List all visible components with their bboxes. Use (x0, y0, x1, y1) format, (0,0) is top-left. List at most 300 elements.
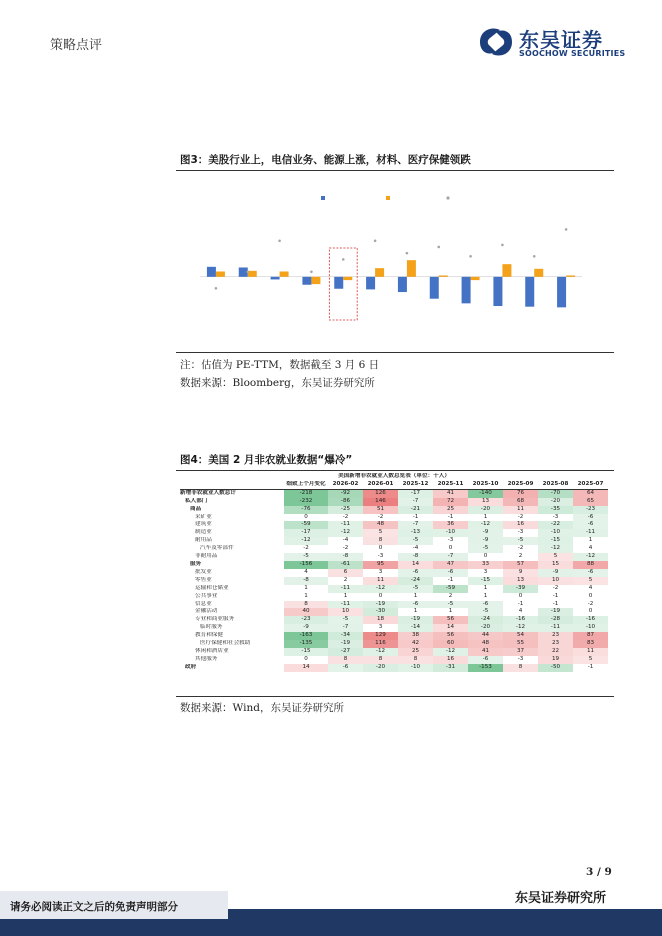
table-cell: 42 (398, 640, 433, 648)
table-cell: 41 (468, 648, 503, 656)
table-cell: -9 (468, 529, 503, 537)
table-cell: -10 (573, 624, 608, 632)
table-cell: 8 (398, 656, 433, 664)
table-cell: -153 (468, 664, 503, 672)
table-row (180, 632, 608, 640)
table-row (180, 537, 608, 545)
table-cell: -140 (468, 489, 503, 497)
table-cell: 0 (304, 513, 308, 520)
table-cell: -5 (398, 585, 433, 593)
table-cell: 23 (538, 632, 573, 640)
table-row (180, 585, 608, 593)
figure4-top-rule (176, 470, 614, 471)
table-cell: -1 (552, 600, 559, 607)
table-cell: -23 (573, 506, 608, 514)
valuation-point (342, 258, 345, 261)
table-cell: -92 (328, 489, 363, 497)
row-label: 私人部门 (185, 497, 208, 504)
figure3-note: 注：估值为 PE-TTM，数据截至 3 月 6 日 (180, 359, 380, 371)
table-cell: -15 (468, 577, 503, 585)
table-cell: -10 (398, 664, 433, 672)
table-cell: -6 (468, 601, 503, 609)
column-header: 2025-07 (577, 480, 604, 487)
table-cell: -5 (468, 608, 503, 616)
bar-last-week (375, 268, 384, 277)
table-cell: -34 (328, 632, 363, 640)
table-cell: 1 (483, 592, 488, 599)
table-cell: 0 (588, 608, 593, 615)
table-cell: -5 (398, 537, 433, 545)
table-cell: 95 (363, 561, 398, 569)
table-cell: -6 (398, 569, 433, 577)
sector-return-chart (176, 172, 614, 350)
table-cell: -5 (433, 601, 468, 609)
table-cell: -20 (538, 498, 573, 506)
valuation-point (246, 270, 249, 273)
table-cell: -22 (538, 521, 573, 529)
table-cell: 10 (328, 608, 363, 616)
table-cell: -12 (503, 624, 538, 632)
table-cell: -6 (573, 569, 608, 577)
table-cell: 3 (483, 568, 488, 575)
table-cell: -12 (363, 648, 398, 656)
table-cell: -5 (468, 545, 503, 553)
table-cell: 5 (573, 577, 608, 585)
table-cell: -17 (284, 529, 328, 537)
bar-this-week (398, 277, 407, 292)
table-row (180, 640, 608, 648)
table-cell: -156 (284, 561, 328, 569)
table-cell: -2 (517, 513, 524, 520)
table-cell: 13 (503, 577, 538, 585)
bar-last-week (471, 277, 480, 280)
row-label: 批发业 (195, 568, 212, 575)
table-cell: -3 (447, 537, 454, 544)
table-cell: 0 (304, 655, 308, 662)
table-cell: -3 (552, 513, 559, 520)
column-header: 细致上个月变化 (286, 480, 326, 487)
bar-this-week (525, 277, 534, 307)
table-cell: -2 (587, 600, 594, 607)
table-cell: -11 (573, 529, 608, 537)
table-cell: 2 (343, 576, 348, 583)
table-cell: -8 (398, 553, 433, 561)
table-cell: 36 (433, 521, 468, 529)
row-label: 汽车及零部件 (200, 545, 234, 552)
row-label: 建筑业 (195, 521, 212, 528)
table-cell: -39 (503, 585, 538, 593)
row-label: 公共事业 (195, 592, 218, 599)
table-cell: 1 (483, 513, 488, 520)
table-cell: -2 (377, 513, 384, 520)
table-cell: 47 (433, 561, 468, 569)
table-cell: -28 (538, 616, 573, 624)
table-cell: -20 (468, 624, 503, 632)
bar-last-week (502, 264, 511, 277)
row-label: 新增非农就业人数总计 (180, 489, 236, 496)
table-cell: -9 (284, 624, 328, 632)
table-cell: 3 (378, 568, 383, 575)
row-label: 休闲和酒店业 (195, 647, 229, 654)
table-cell: 10 (538, 577, 573, 585)
table-cell: -11 (328, 601, 363, 609)
table-cell: 6 (328, 569, 363, 577)
bar-last-week (280, 271, 289, 276)
table-cell: 1 (448, 608, 453, 615)
table-cell: -19 (538, 608, 573, 616)
table-cell: 5 (538, 553, 573, 561)
column-header: 2025-09 (507, 480, 534, 487)
bar-this-week (430, 277, 439, 299)
table-cell: -7 (398, 521, 433, 529)
table-cell: -6 (328, 664, 363, 672)
table-cell: 0 (378, 545, 383, 552)
table-cell: 19 (538, 656, 573, 664)
table-cell: -7 (433, 553, 468, 561)
table-caption: 美国新增非农就业人数总览表（单位：千人） (338, 473, 450, 479)
table-cell: -70 (538, 489, 573, 497)
row-label: 服务 (190, 560, 202, 567)
footer-disclaimer: 请务必阅读正文之后的免责声明部分 (10, 901, 178, 913)
bar-this-week (334, 277, 343, 289)
table-cell: 1 (413, 608, 418, 615)
table-cell: 38 (398, 632, 433, 640)
table-cell: 0 (483, 553, 488, 560)
valuation-point (278, 239, 281, 242)
table-cell: 33 (468, 561, 503, 569)
row-label: 临时服务 (200, 624, 223, 631)
table-cell: 56 (433, 616, 468, 624)
table-cell: 2 (518, 553, 523, 560)
bar-this-week (462, 277, 471, 304)
table-cell: -15 (284, 648, 328, 656)
table-cell: -16 (503, 616, 538, 624)
table-cell: -5 (503, 537, 538, 545)
table-cell: 72 (433, 498, 468, 506)
bar-this-week (207, 267, 216, 277)
table-row (180, 648, 608, 656)
table-cell: -24 (398, 577, 433, 585)
table-row (180, 569, 608, 577)
table-cell: 1 (343, 592, 348, 599)
table-row (180, 593, 608, 601)
table-cell: -12 (284, 537, 328, 545)
table-cell: -86 (328, 498, 363, 506)
table-cell: -59 (433, 585, 468, 593)
table-cell: 25 (398, 648, 433, 656)
table-cell: 14 (284, 664, 328, 672)
table-cell: -12 (433, 648, 468, 656)
table-cell: 0 (378, 592, 383, 599)
table-cell: -19 (328, 640, 363, 648)
table-cell: -135 (284, 640, 328, 648)
bar-this-week (239, 267, 248, 276)
table-cell: -30 (363, 608, 398, 616)
table-cell: 1 (483, 584, 488, 591)
table-cell: -232 (284, 498, 328, 506)
legend-swatch (446, 196, 449, 199)
table-cell: -1 (412, 513, 419, 520)
table-cell: 37 (503, 648, 538, 656)
row-label: 其他服务 (195, 655, 218, 662)
valuation-point (406, 252, 409, 255)
nonfarm-payroll-table (180, 473, 608, 672)
row-label: 金融活动 (195, 608, 218, 615)
figure3-top-rule (176, 170, 614, 171)
table-cell: 1 (304, 592, 308, 599)
valuation-point (215, 287, 218, 290)
bar-last-week (343, 277, 352, 280)
table-cell: 40 (284, 608, 328, 616)
table-cell: 9 (503, 569, 538, 577)
table-cell: 11 (363, 577, 398, 585)
table-cell: 8 (284, 601, 328, 609)
table-cell: 25 (433, 506, 468, 514)
table-cell: 11 (503, 506, 538, 514)
table-cell: -6 (433, 569, 468, 577)
table-cell: -4 (412, 545, 419, 552)
table-cell: 48 (468, 640, 503, 648)
table-cell: -9 (538, 569, 573, 577)
table-row (180, 529, 608, 537)
table-cell: -12 (573, 553, 608, 561)
table-row (180, 553, 608, 561)
table-cell: -8 (328, 553, 363, 561)
row-label: 耐用品 (195, 537, 212, 544)
table-cell: 18 (363, 616, 398, 624)
table-cell: 8 (363, 656, 398, 664)
table-cell: 64 (573, 489, 608, 497)
table-cell: -14 (398, 624, 433, 632)
row-label: 制造业 (195, 529, 212, 536)
table-row (180, 521, 608, 529)
table-row (180, 577, 608, 585)
table-cell: 51 (363, 506, 398, 514)
table-cell: -6 (468, 656, 503, 664)
table-cell: 8 (503, 664, 538, 672)
table-cell: 57 (503, 561, 538, 569)
legend-swatch (321, 196, 325, 200)
table-row (180, 664, 608, 672)
table-cell: 11 (573, 648, 608, 656)
table-cell: 54 (503, 632, 538, 640)
table-cell: -2 (303, 545, 309, 552)
row-label: 信息业 (195, 600, 212, 607)
table-cell: 13 (468, 498, 503, 506)
table-row (180, 561, 608, 569)
table-row (180, 545, 608, 553)
table-cell: -25 (328, 506, 363, 514)
table-row (180, 601, 608, 609)
table-cell: -3 (517, 655, 524, 662)
firm-name-cn: 东吴证券 (519, 28, 603, 52)
figure4-title: 图4：美国 2 月非农就业数据“爆冷” (180, 454, 353, 466)
table-row (180, 506, 608, 514)
table-cell: 55 (503, 640, 538, 648)
table-cell: 4 (518, 608, 523, 615)
table-cell: -19 (363, 601, 398, 609)
table-cell: 8 (363, 537, 398, 545)
table-cell: -35 (538, 506, 573, 514)
table-cell: -8 (284, 577, 328, 585)
row-label: 非耐用品 (195, 553, 218, 560)
table-cell: -24 (468, 616, 503, 624)
table-cell: 88 (573, 561, 608, 569)
firm-name-en: SOOCHOW SECURITIES (519, 49, 626, 58)
bar-this-week (366, 277, 375, 290)
table-row (180, 514, 608, 522)
row-label: 政府 (185, 663, 197, 670)
figure3-bottom-rule (176, 352, 614, 353)
bar-this-week (271, 277, 280, 280)
table-row (180, 489, 608, 497)
table-cell: 15 (538, 561, 573, 569)
table-cell: -31 (433, 664, 468, 672)
table-cell: -3 (377, 553, 384, 560)
table-cell: -2 (342, 513, 349, 520)
table-cell: 8 (328, 656, 363, 664)
table-cell: -163 (284, 632, 328, 640)
figure3-source: 数据来源：Bloomberg，东吴证券研究所 (180, 377, 375, 389)
table-cell: 14 (398, 561, 433, 569)
table-cell: -10 (433, 529, 468, 537)
figure3-title: 图3：美股行业上，电信业务、能源上涨，材料、医疗保健领跌 (180, 154, 471, 166)
figure4-source: 数据来源：Wind，东吴证券研究所 (180, 702, 344, 714)
valuation-point (310, 270, 313, 273)
bar-last-week (439, 275, 448, 276)
table-cell: 0 (518, 592, 523, 599)
table-cell: -9 (468, 537, 503, 545)
row-label: 运输和仓储业 (195, 584, 229, 591)
table-cell: 4 (588, 584, 593, 591)
table-cell: -15 (538, 537, 573, 545)
row-label: 零售业 (195, 576, 212, 583)
bar-last-week (407, 260, 416, 277)
table-cell: 56 (433, 632, 468, 640)
table-cell: -20 (363, 664, 398, 672)
table-cell: 1 (304, 584, 308, 591)
table-cell: 0 (448, 545, 453, 552)
valuation-point (533, 255, 536, 258)
table-cell: 0 (588, 592, 593, 599)
table-cell: 129 (363, 632, 398, 640)
row-label: 医疗保健和社会救助 (200, 640, 251, 647)
table-cell: 116 (363, 640, 398, 648)
table-cell: -12 (328, 529, 363, 537)
table-cell: 4 (304, 568, 308, 575)
table-cell: 5 (363, 529, 398, 537)
table-cell: -1 (587, 663, 594, 670)
table-cell: 48 (363, 521, 398, 529)
table-cell: -2 (342, 545, 349, 552)
valuation-point (469, 255, 472, 258)
valuation-point (374, 239, 377, 242)
table-cell: 16 (503, 521, 538, 529)
table-cell: 22 (538, 648, 573, 656)
table-cell: -16 (573, 616, 608, 624)
table-cell: 14 (433, 624, 468, 632)
table-cell: -12 (363, 585, 398, 593)
table-cell: -13 (398, 529, 433, 537)
table-cell: -7 (398, 498, 433, 506)
column-header: 2025-08 (542, 480, 569, 487)
bar-last-week (311, 277, 320, 284)
table-row (180, 498, 608, 506)
table-cell: -11 (538, 624, 573, 632)
table-cell: -50 (538, 664, 573, 672)
row-label: 商品 (190, 505, 202, 512)
table-row (180, 656, 608, 664)
table-header-blank (180, 481, 284, 489)
valuation-point (501, 244, 504, 247)
table-cell: -6 (398, 601, 433, 609)
table-cell: -1 (447, 576, 454, 583)
bar-this-week (493, 277, 502, 306)
column-header: 2026-01 (367, 480, 394, 487)
table-cell: 65 (573, 498, 608, 506)
bar-this-week (302, 277, 311, 285)
table-cell: 44 (468, 632, 503, 640)
table-cell: 1 (588, 537, 593, 544)
valuation-point (565, 228, 568, 231)
table-cell: 2 (448, 592, 453, 599)
legend-swatch (386, 196, 390, 200)
table-cell: 87 (573, 632, 608, 640)
table-cell: -19 (398, 616, 433, 624)
table-cell: 4 (588, 545, 593, 552)
table-cell: -5 (284, 553, 328, 561)
table-row (180, 624, 608, 632)
table-cell: -1 (517, 600, 524, 607)
table-cell: -218 (284, 489, 328, 497)
table-cell: -76 (284, 506, 328, 514)
valuation-point (437, 246, 440, 249)
table-cell: -7 (328, 624, 363, 632)
column-header: 2026-02 (332, 480, 359, 487)
table-cell: -5 (328, 616, 363, 624)
table-cell: 1 (413, 592, 418, 599)
table-cell: 16 (433, 656, 468, 664)
table-cell: 76 (503, 489, 538, 497)
table-cell: 41 (433, 489, 468, 497)
table-cell: -6 (573, 514, 608, 522)
page-number: 3 / 9 (586, 866, 612, 878)
table-cell: -3 (517, 529, 524, 536)
row-label: 专业和商业服务 (195, 616, 235, 623)
table-cell: -12 (538, 545, 573, 553)
table-cell: -10 (538, 529, 573, 537)
column-header: 2025-12 (402, 480, 429, 487)
table-cell: -2 (517, 545, 524, 552)
firm-logo-icon (476, 24, 516, 60)
table-cell: -17 (398, 489, 433, 497)
row-label: 采矿业 (195, 513, 212, 520)
table-cell: 68 (503, 498, 538, 506)
bar-last-week (566, 275, 575, 276)
table-cell: -11 (328, 585, 363, 593)
column-header: 2025-10 (472, 480, 499, 487)
bar-last-week (534, 269, 543, 277)
column-header: 2025-11 (437, 480, 464, 487)
bar-last-week (248, 271, 257, 277)
nonfarm-payroll-table-wrap (180, 473, 608, 672)
bar-last-week (216, 271, 225, 276)
table-cell: -59 (284, 521, 328, 529)
table-cell: -21 (398, 506, 433, 514)
footer-firm-name: 东吴证券研究所 (515, 891, 607, 906)
table-cell: -61 (328, 561, 363, 569)
table-cell: 23 (538, 640, 573, 648)
